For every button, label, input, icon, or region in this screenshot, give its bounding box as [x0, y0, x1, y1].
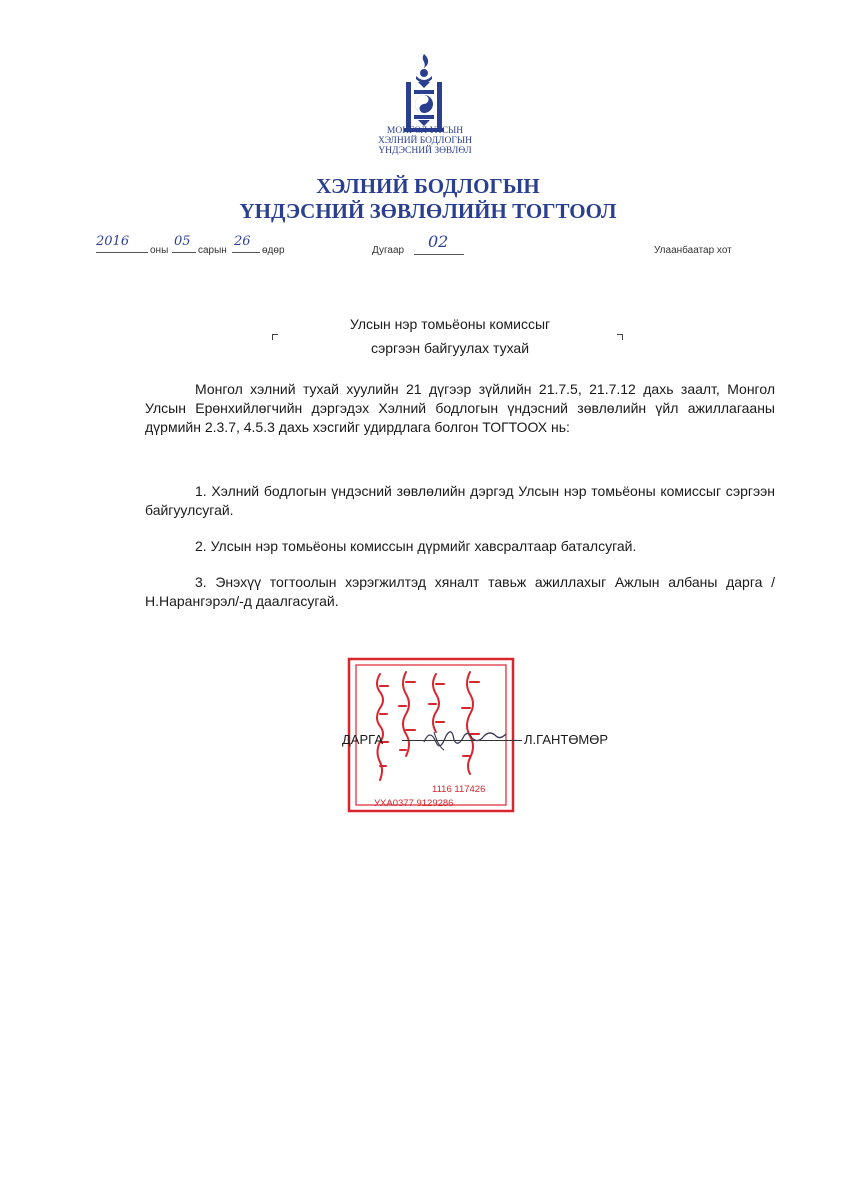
document-title-line2: ҮНДЭСНИЙ ЗӨВЛӨЛИЙН ТОГТООЛ [239, 199, 617, 223]
date-month-underline [172, 252, 196, 253]
date-day-label: өдөр [262, 245, 285, 256]
stamp-code-2: УХА0377 9129286 [374, 798, 454, 809]
subject-corner-mark [272, 334, 278, 340]
resolution-item: 1. Хэлний бодлогын үндэсний зөвлөлийн дэргэд Улсын нэр томьёоны комиссыг сэргээн байгуулсугай. [145, 483, 775, 518]
date-year-label: оны [150, 245, 169, 256]
document-number: 02 [428, 232, 449, 251]
number-label: Дугаар [372, 245, 405, 256]
resolution-item: 3. Энэхүү тогтоолын хэрэгжилтэд хяналт тавьж ажиллахыг Ажлын албаны дарга /Н.Нарангэрэл/-д даалгасугай. [145, 574, 775, 609]
date-day-underline [232, 252, 260, 253]
date-year-underline [96, 252, 148, 253]
date-month-label: сарын [198, 245, 227, 256]
organization-line: ХЭЛНИЙ БОДЛОГЫН [377, 136, 472, 146]
organization-line: МОНГОЛ УЛСЫН [386, 126, 464, 136]
date-day: 26 [234, 234, 251, 249]
subject-line1: Улсын нэр томьёоны комиссыг [349, 316, 551, 332]
organization-line: ҮНДЭСНИЙ ЗӨВЛӨЛ [378, 146, 472, 156]
date-year: 2016 [96, 234, 130, 249]
number-underline [414, 254, 464, 255]
resolution-item: 2. Улсын нэр томьёоны комиссын дүрмийг хавсралтаар баталсугай. [195, 538, 637, 554]
subject-corner-mark [617, 334, 623, 340]
organization-name [360, 126, 490, 156]
soyombo-emblem-icon [394, 52, 454, 134]
stamp-code-1: 1116 117426 [432, 784, 486, 795]
preamble-paragraph: Монгол хэлний тухай хуулийн 21 дүгээр зүйлийн 21.7.5, 21.7.12 дахь заалт, Монгол Улсын Ерөнхийлөгчийн дэргэдэх Хэлний бодлогын үндэсний зөвлөлийн үйл ажиллагааны дүрмийн 2.3.7, 4.5.3 дахь хэсгийг удирдлага болгон ТОГТООХ нь: [145, 381, 775, 435]
subject-line2: сэргээн байгуулах тухай [370, 340, 530, 356]
date-month: 05 [174, 234, 191, 249]
city-label: Улаанбаатар хот [654, 245, 732, 256]
handwritten-signature [420, 724, 516, 754]
signatory-title: ДАРГА [342, 732, 383, 747]
document-title-line1: ХЭЛНИЙ БОДЛОГЫН [316, 174, 540, 198]
signatory-name: Л.ГАНТӨМӨР [524, 732, 609, 747]
